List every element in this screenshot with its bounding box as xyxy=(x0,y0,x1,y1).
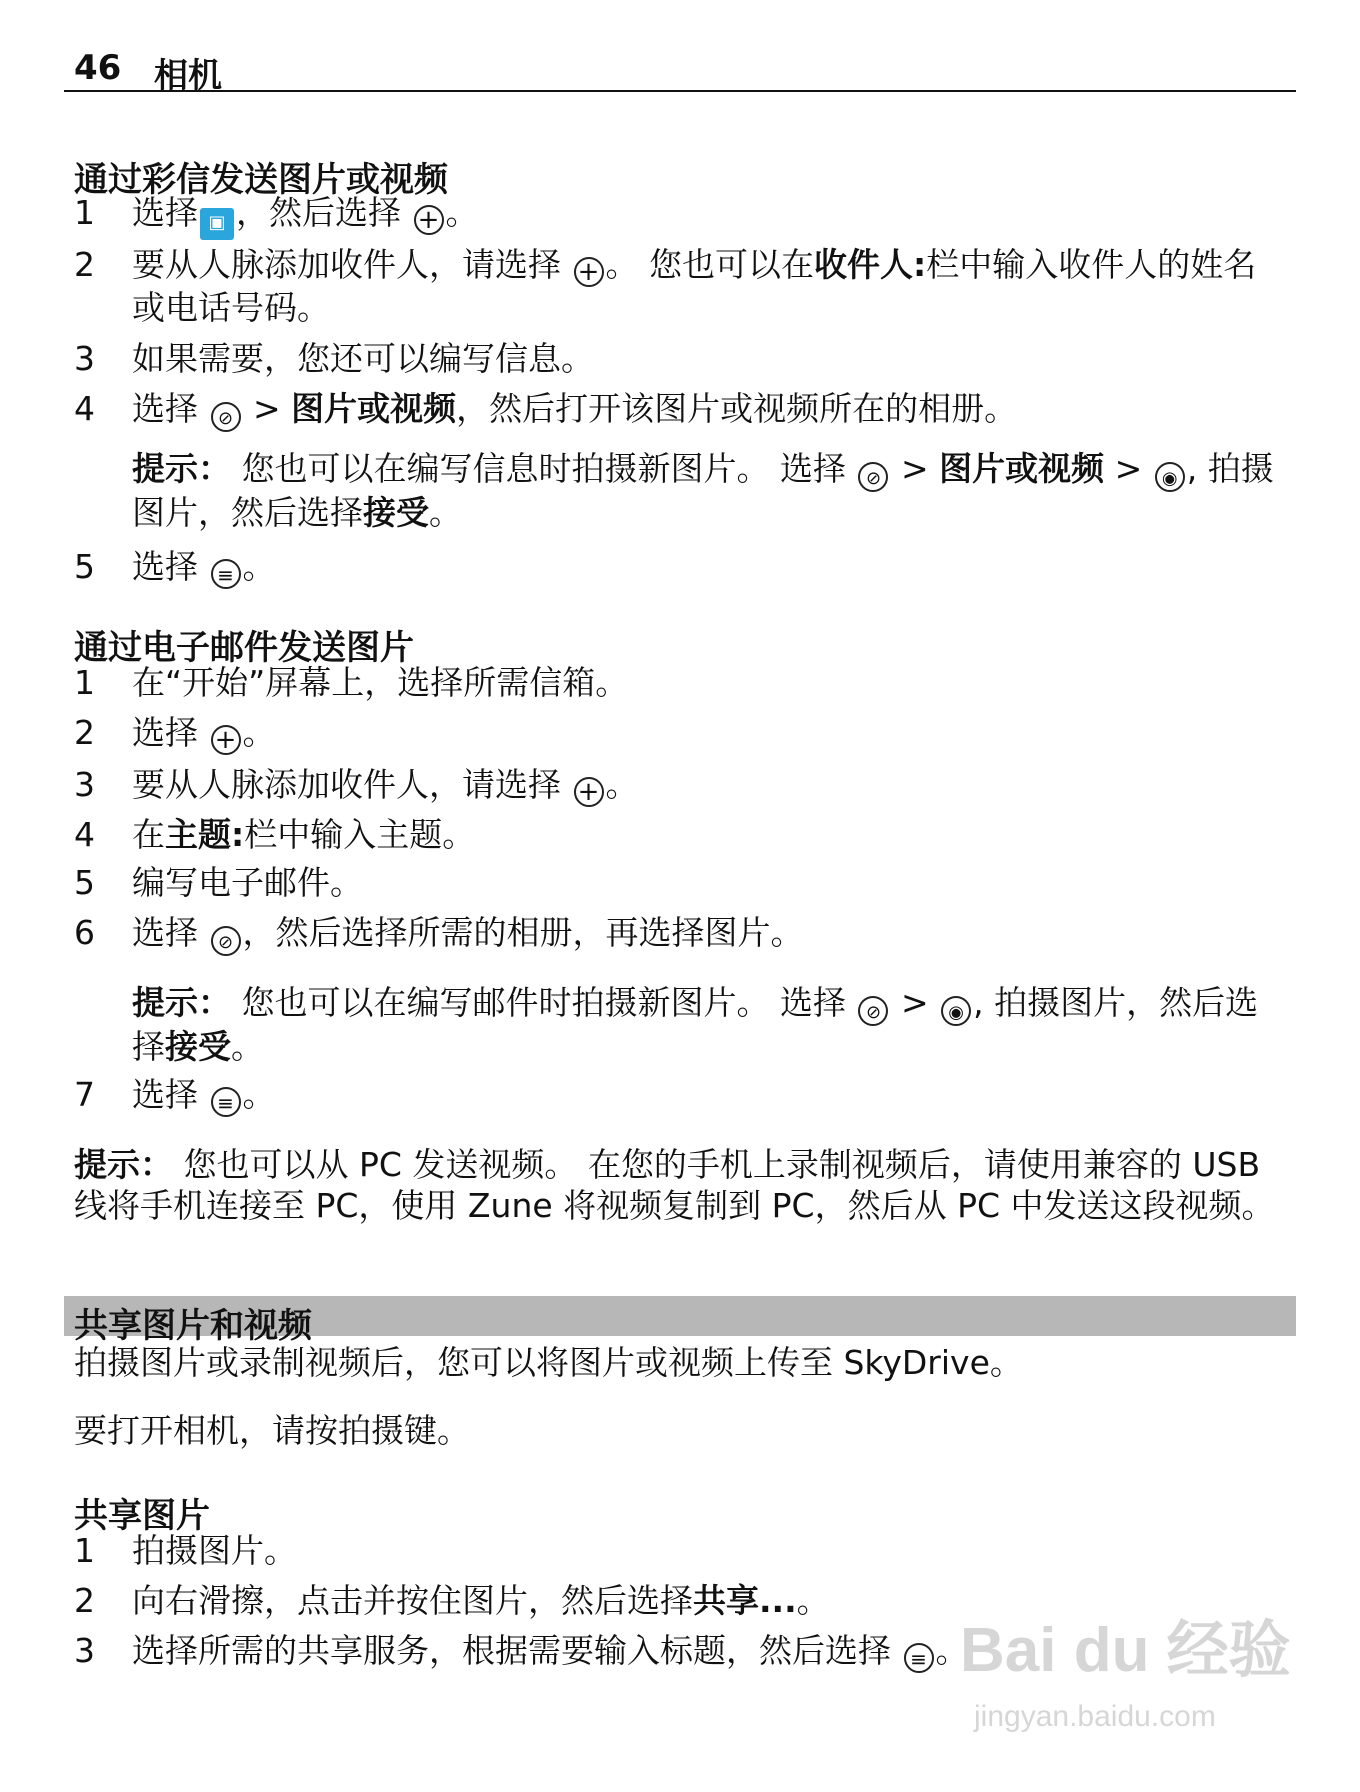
camera-icon xyxy=(1155,462,1185,492)
chapter-title: 相机 xyxy=(154,56,222,96)
paperclip-icon xyxy=(858,462,888,492)
section-title-share: 共享图片和视频 xyxy=(74,1306,312,1346)
paperclip-icon xyxy=(858,996,888,1026)
page-number: 46 xyxy=(74,48,122,88)
baidu-watermark xyxy=(960,1600,1300,1770)
send-icon xyxy=(211,559,241,589)
paperclip-icon xyxy=(211,926,241,956)
plus-circle-icon xyxy=(574,777,604,807)
email-tip: 提示： 您也可以在编写邮件时拍摄新图片。 选择 ⊘ > ◉, 拍摄图片，然后选择接受。 xyxy=(132,982,1282,1067)
pc-tip: 提示： 您也可以从 PC 发送视频。 在您的手机上录制视频后，请使用兼容的 USB 线将手机连接至 PC，使用 Zune 将视频复制到 PC，然后从 PC 中发送这段视频。 xyxy=(74,1145,1275,1225)
section-title-email: 通过电子邮件发送图片 xyxy=(74,628,414,668)
manual-page: 46 相机 通过彩信发送图片或视频 1 选择▣ ，然后选择 + 。 2 要从人脉添加收件人，请选择 + 。 您也可以在收件人:栏中输入收件人的姓名或电话号码。 3 如果需要，您还可以编写信息。 4 选择 ⊘ > 图片或视频，然后打开该图片或视频所在的相册。 提示： 您也可以在编写信息时拍摄新图片。 选择 ⊘ > 图片或视频 > ◉, 拍摄图片，然后选择接受。 5 选择 ≡ 。 通过电子邮件发送图片 1 在“开始”屏幕上，选择所需信箱。 2 选择 + 。 3 要从人脉添加收件人，请选择 + 。 4 在主题:栏中输入主题。 5 编写电子邮件。 6 选择 ⊘ ，然后选择所需的相册，再选择图片。 提示： 您也可以在编写邮件时拍摄新图片。 选择 ⊘ > ◉, 拍摄图片，然后选择接受。 7 选择 ≡ 。 提示： 您也可以从 PC 发送视频。 在您的手机上录制视频后，请使用兼容的 USB 线将手机连接至 PC，使用 Zune 将视频复制到 PC，然后从 PC 中发送这段视频。 共享图片和视频 拍摄图片或录制视频后，您可以将图片或视频上传至 SkyDrive。 要打开相机，请按拍摄键。 共享图片 1 拍摄图片。 2 向右滑擦，点击并按住图片，然后选择共享...。 3 选择所需的共享服务，根据需要输入标题，然后选择 ≡ 。 Bai du 经验 jingyan.baidu.com xyxy=(0,0,1360,1792)
section-bar-share xyxy=(64,1296,1296,1346)
camera-icon xyxy=(941,996,971,1026)
send-icon xyxy=(904,1643,934,1673)
mms-tip: 提示： 您也可以在编写信息时拍摄新图片。 选择 ⊘ > 图片或视频 > ◉, 拍摄图片，然后选择接受。 xyxy=(132,448,1282,533)
send-icon xyxy=(211,1087,241,1117)
watermark-logo: Bai du 经验 xyxy=(960,1616,1291,1685)
paperclip-icon xyxy=(211,402,241,432)
section-title-share-photo: 共享图片 xyxy=(74,1496,210,1536)
plus-circle-icon xyxy=(414,205,444,235)
share-para-1: 拍摄图片或录制视频后，您可以将图片或视频上传至 SkyDrive。 xyxy=(74,1343,1023,1382)
messaging-icon xyxy=(200,208,234,240)
watermark-url: jingyan.baidu.com xyxy=(974,1700,1216,1733)
plus-circle-icon xyxy=(211,725,241,755)
page-header xyxy=(64,46,1296,96)
section-title-mms: 通过彩信发送图片或视频 xyxy=(74,160,448,200)
plus-circle-icon xyxy=(574,257,604,287)
share-para-2: 要打开相机，请按拍摄键。 xyxy=(74,1411,470,1450)
